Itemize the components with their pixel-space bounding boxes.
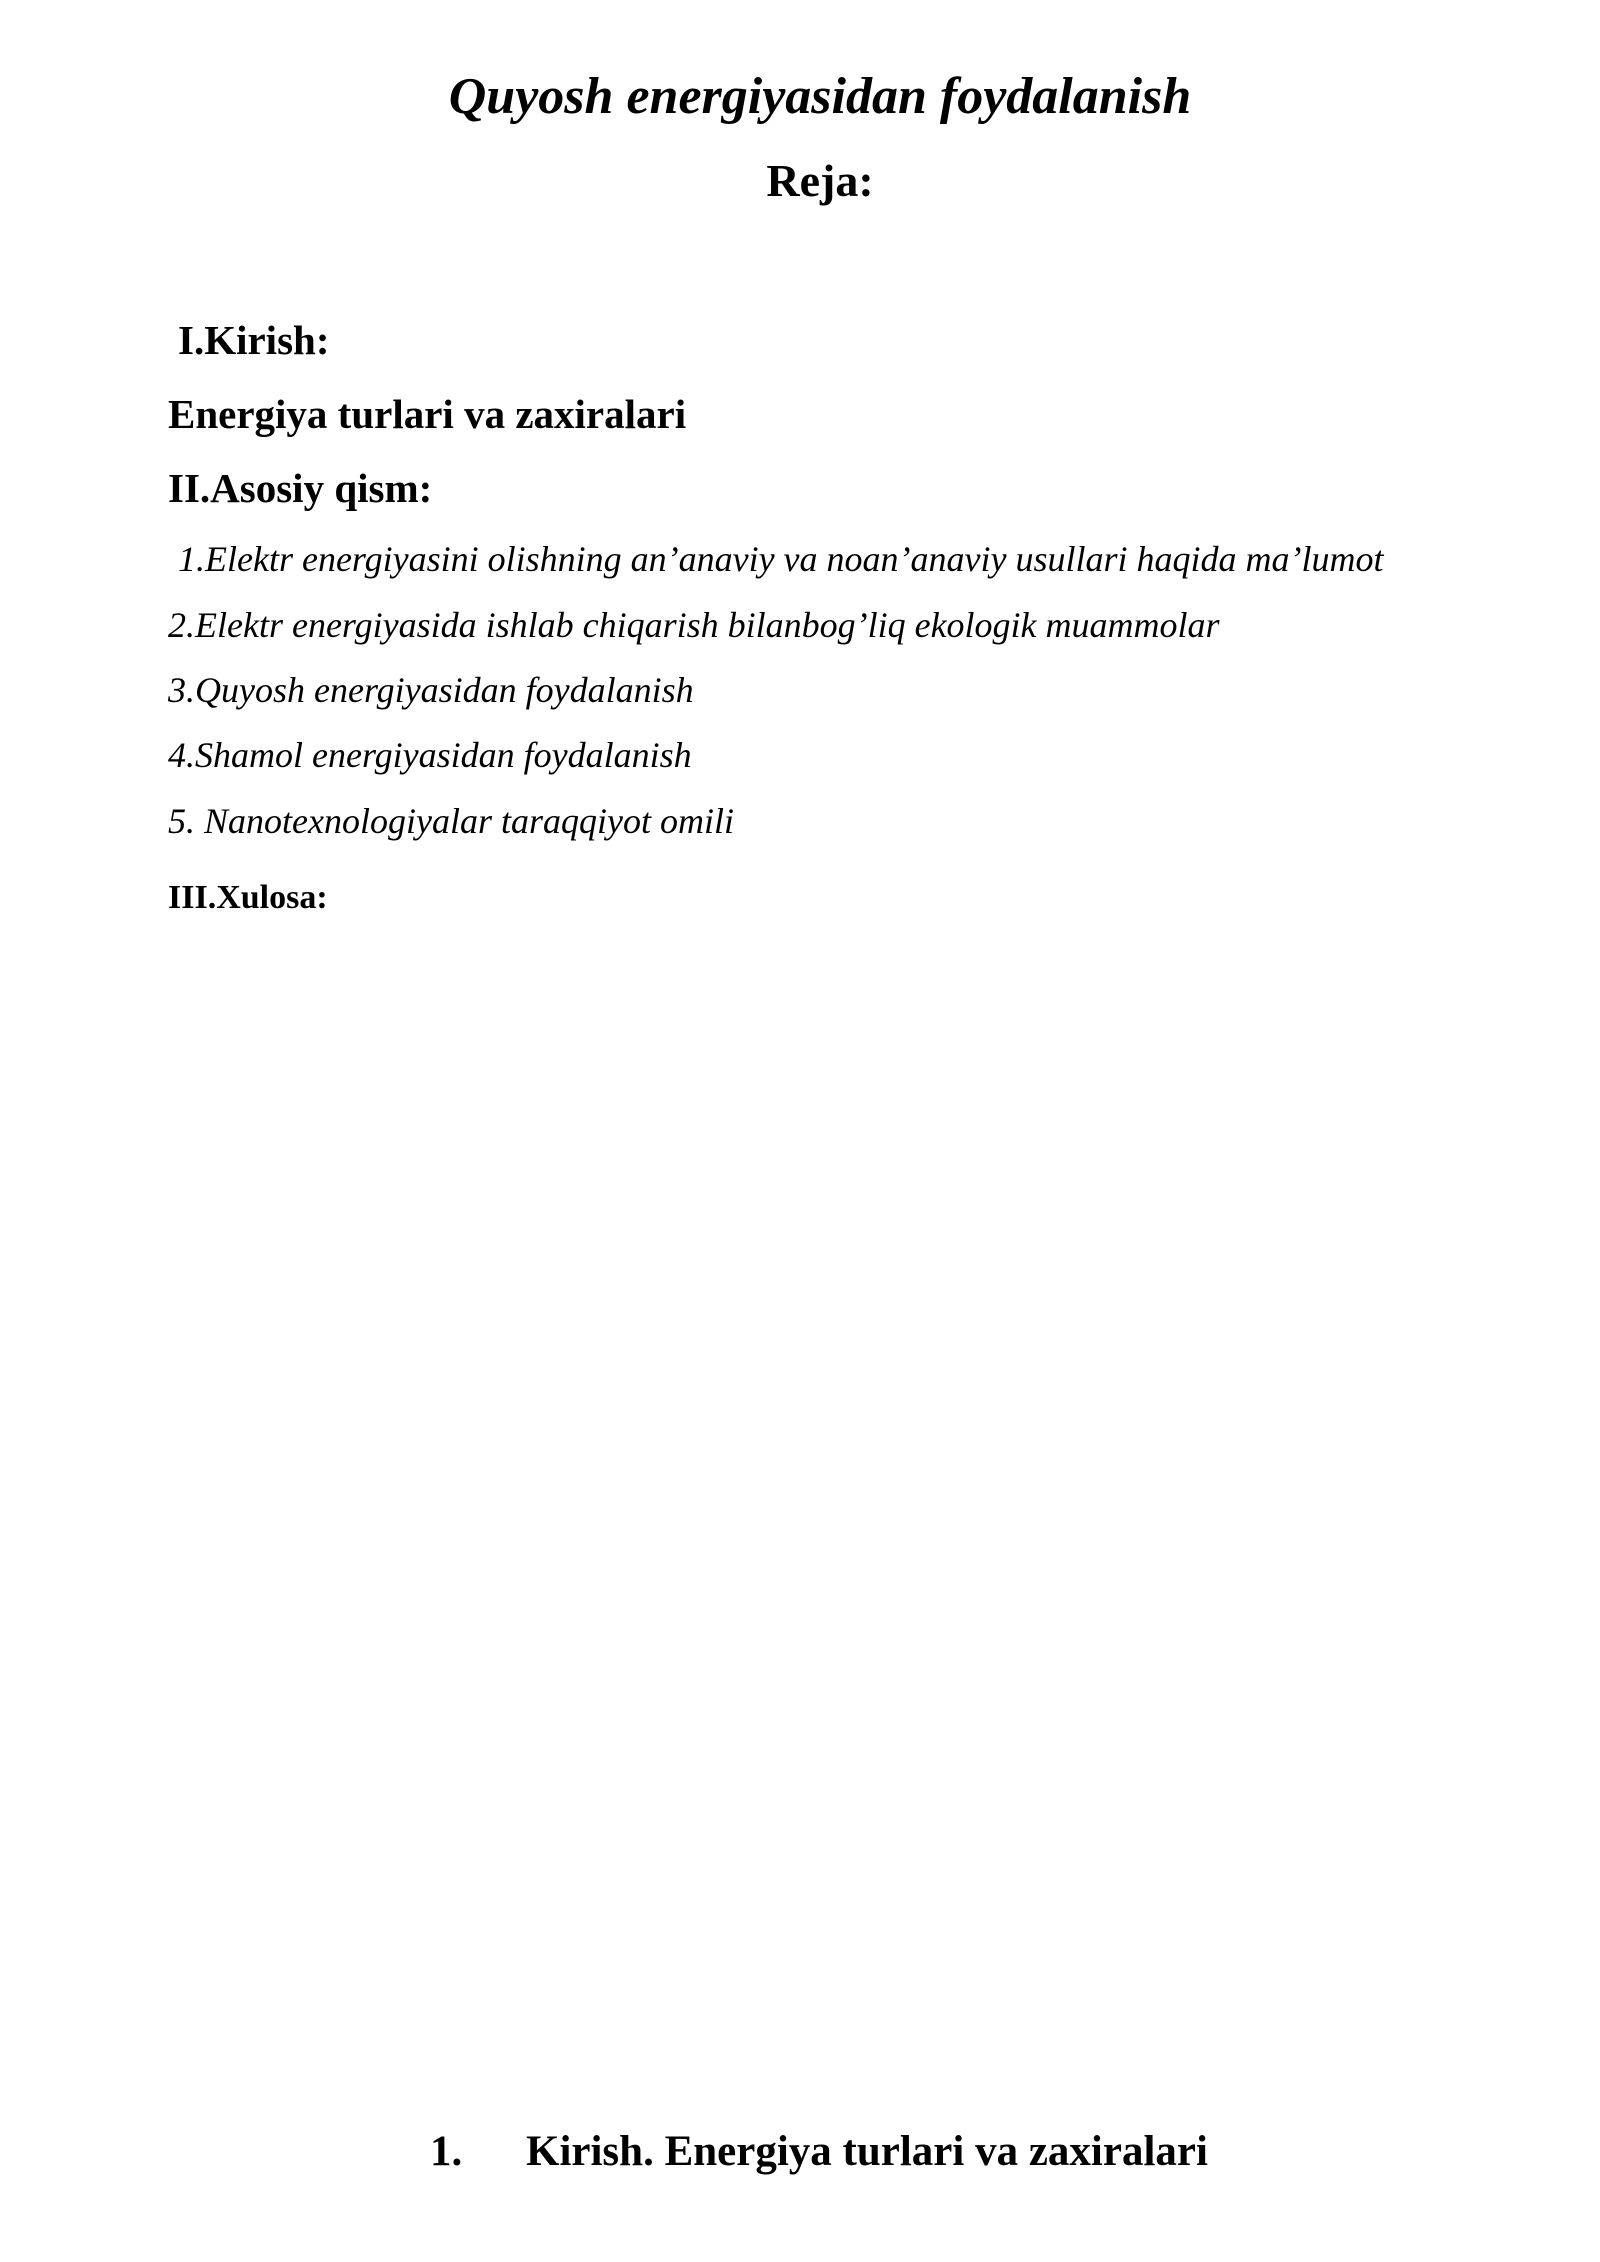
chapter-number: 1.	[430, 2128, 463, 2175]
conclusion-heading: III.Xulosa:	[168, 879, 328, 916]
plan-item-5: 5. Nanotexnologiyalar taraqqiyot omili	[168, 801, 734, 841]
document-title: Quyosh energiyasidan foydalanish	[448, 68, 1192, 125]
plan-item-2: 2.Elektr energiyasida ishlab chiqarish bilanbog’liq ekologik muammolar	[168, 605, 1220, 645]
plan-heading: Reja:	[766, 155, 874, 206]
intro-heading: I.Kirish:	[178, 317, 330, 363]
plan-item-1: 1.Elektr energiyasini olishning an’anaviy va noan’anaviy usullari haqida ma’lumot	[178, 539, 1384, 579]
plan-item-3: 3.Quyosh energiyasidan foydalanish	[168, 670, 694, 710]
main-part-heading: II.Asosiy qism:	[168, 465, 433, 511]
plan-item-4: 4.Shamol energiyasidan foydalanish	[168, 735, 692, 775]
chapter-title: Kirish. Energiya turlari va zaxiralari	[526, 2128, 1208, 2175]
intro-topic: Energiya turlari va zaxiralari	[168, 391, 687, 437]
